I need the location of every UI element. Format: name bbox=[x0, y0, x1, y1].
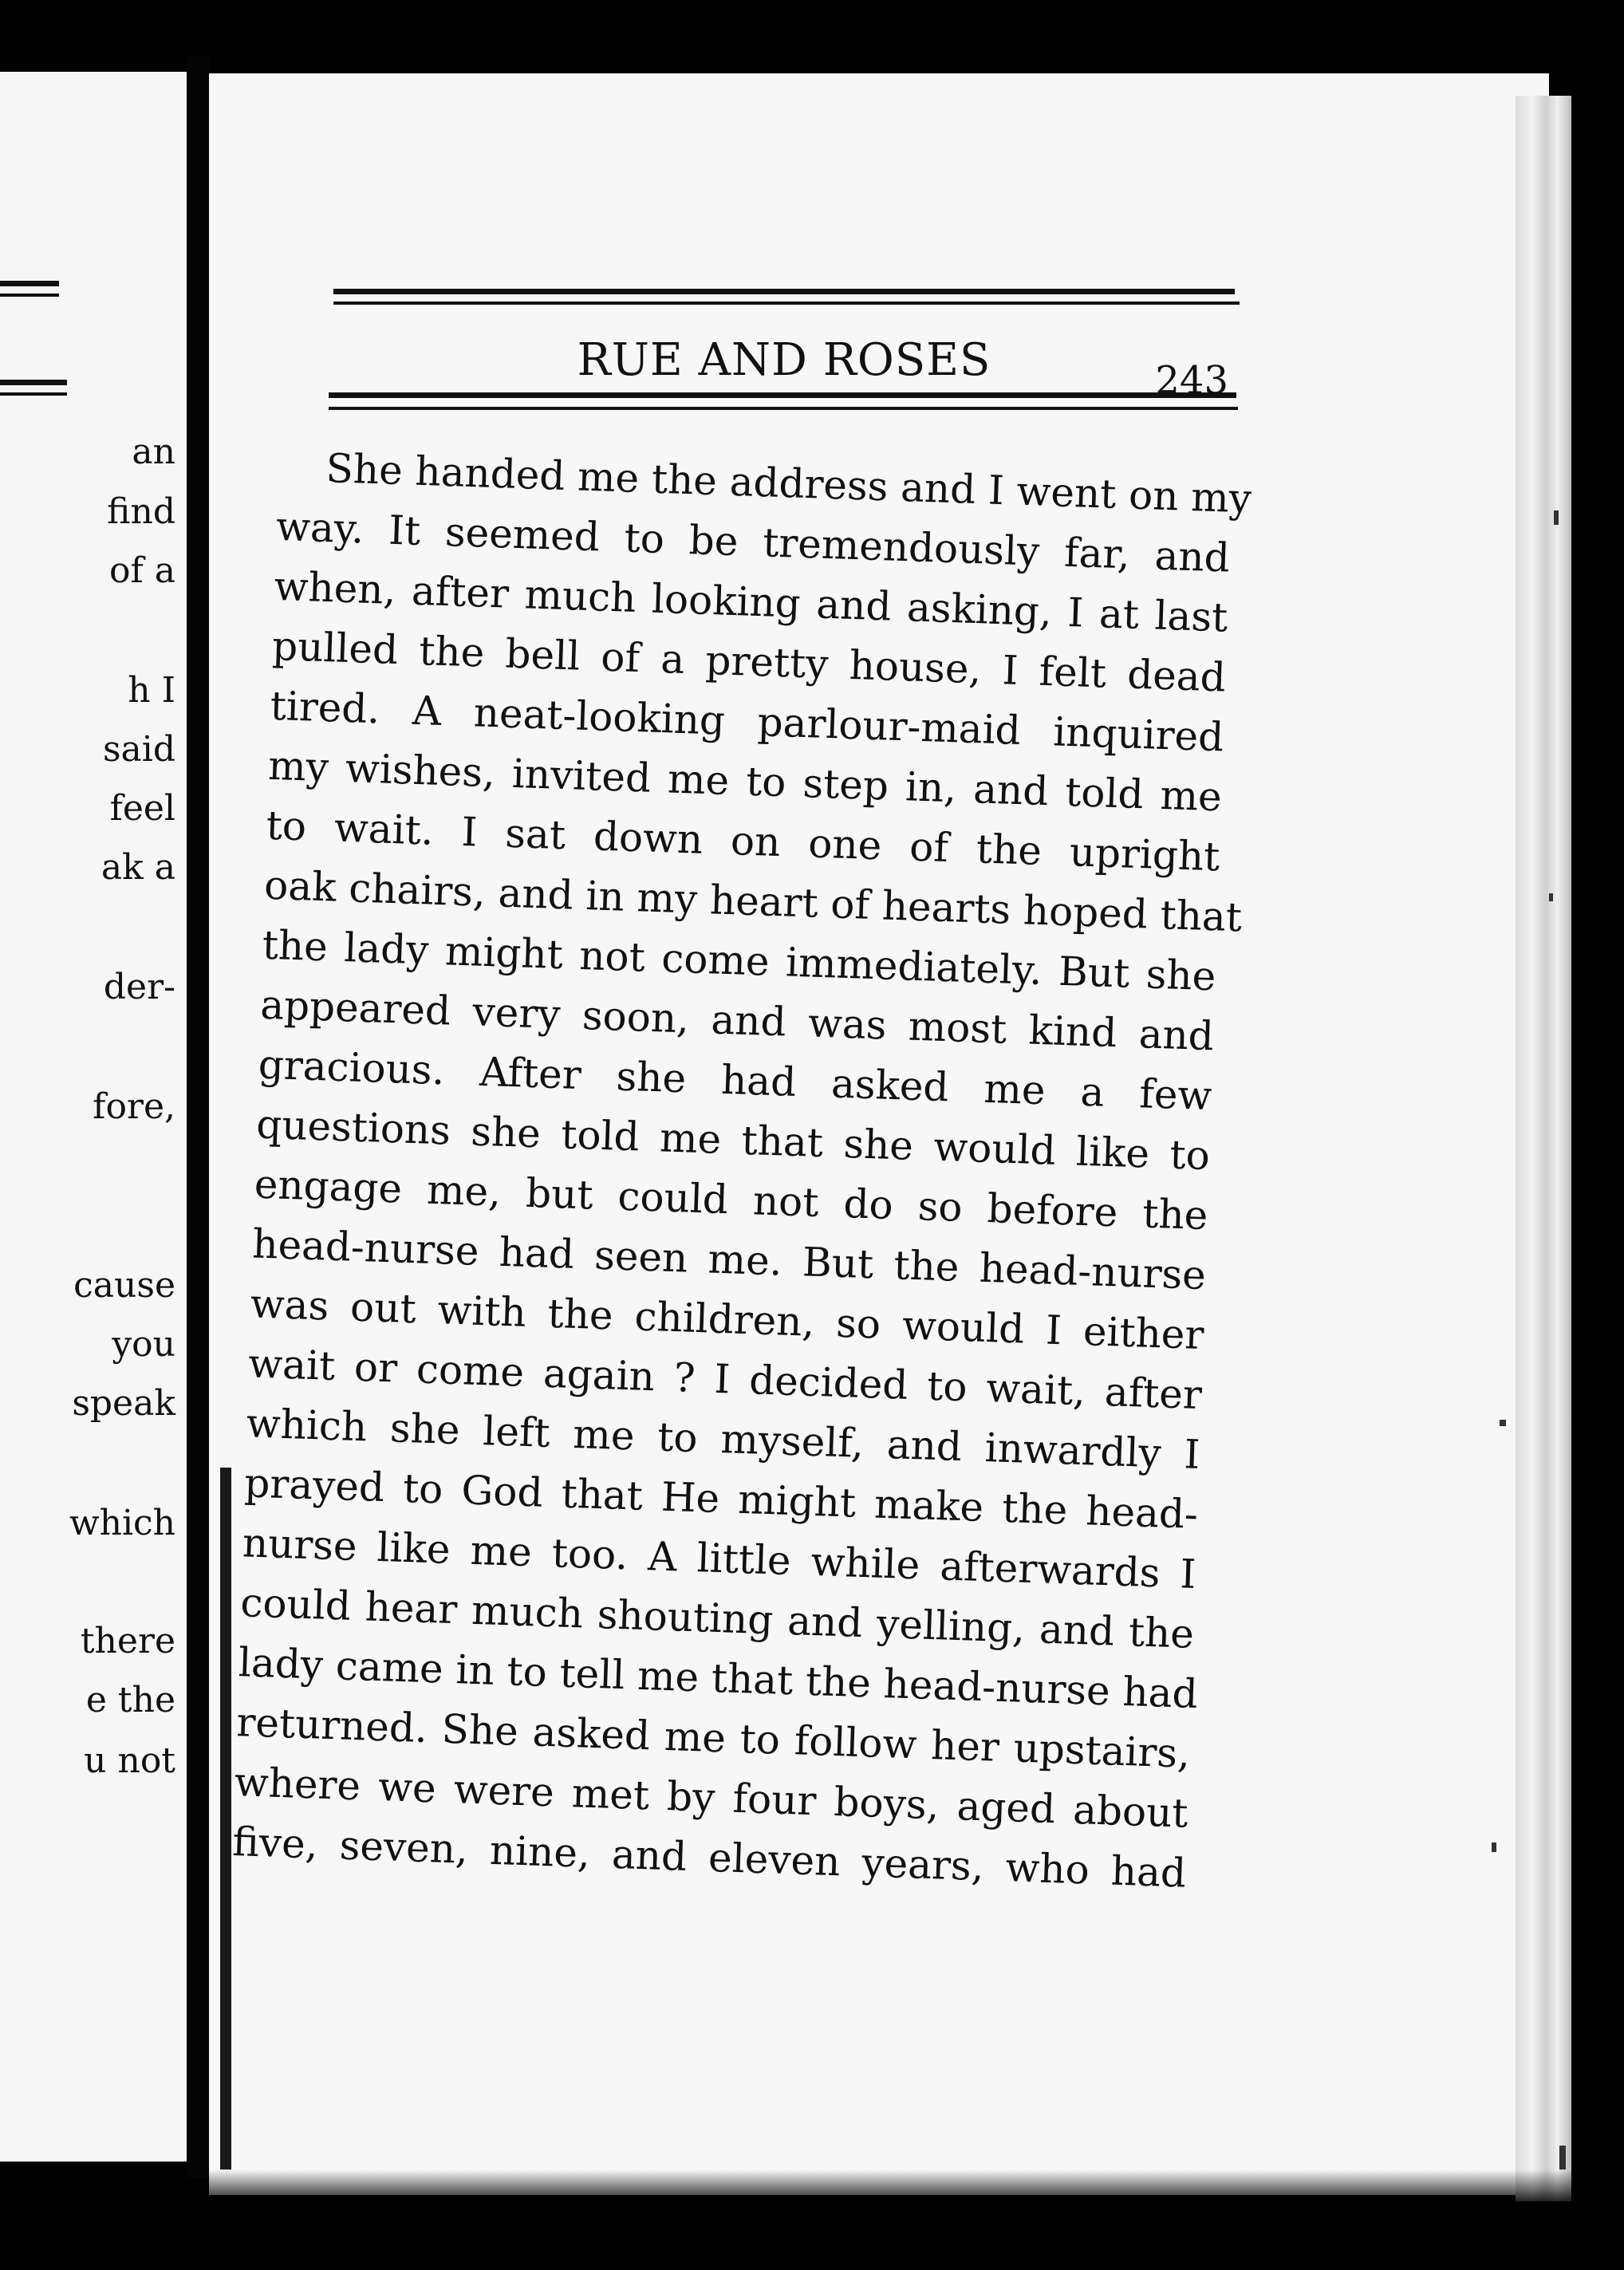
header-rule-top-thin bbox=[333, 301, 1240, 305]
left-header-rule-bottom-2 bbox=[0, 392, 67, 396]
text-line: pulled the bell of a pretty house, I felt dead bbox=[271, 622, 1227, 701]
left-fragment-line: e the bbox=[85, 1680, 175, 1720]
dust-speck bbox=[1492, 1842, 1496, 1852]
left-fragment-line: fore, bbox=[93, 1086, 175, 1127]
text-line: She handed me the address and I went on my bbox=[325, 444, 1252, 522]
left-header-rule-top bbox=[0, 281, 59, 286]
body-text bbox=[231, 437, 1252, 1904]
left-fragment-line: speak bbox=[72, 1383, 175, 1424]
text-line: tired. A neat-looking parlour-maid inquired bbox=[269, 682, 1225, 761]
text-line: to wait. I sat down on one of the upright bbox=[265, 802, 1221, 881]
left-fragment-line: you bbox=[112, 1324, 175, 1365]
text-line: way. It seemed to be tremendously far, and bbox=[275, 502, 1231, 581]
left-fragment-line: which bbox=[69, 1503, 175, 1543]
left-fragment-line: cause bbox=[73, 1265, 175, 1306]
text-line: was out with the children, so would I either bbox=[249, 1280, 1205, 1359]
left-header-rule-bottom bbox=[0, 380, 67, 385]
text-line: five, seven, nine, and eleven years, who had bbox=[231, 1819, 1187, 1897]
page-edge bbox=[1516, 96, 1571, 2201]
left-fragment-line: of a bbox=[109, 550, 175, 591]
left-fragment-line: der- bbox=[103, 967, 175, 1007]
gutter-shadow bbox=[220, 1468, 231, 2170]
text-line: the lady might not come immediately. But she bbox=[261, 921, 1217, 1000]
left-fragment-line: u not bbox=[84, 1740, 175, 1781]
text-line: head-nurse had seen me. But the head-nurse bbox=[251, 1220, 1207, 1299]
running-title: RUE AND ROSES bbox=[577, 334, 991, 386]
left-fragment-line: there bbox=[80, 1621, 175, 1661]
text-line: my wishes, invited me to step in, and told me bbox=[267, 742, 1223, 821]
dust-speck bbox=[1549, 893, 1553, 901]
text-line: lady came in to tell me that the head-nurse had bbox=[238, 1639, 1199, 1718]
text-line: gracious. After she had asked me a few bbox=[257, 1041, 1213, 1120]
left-fragment-line: h I bbox=[128, 670, 175, 711]
header-rule-top bbox=[333, 289, 1235, 294]
left-fragment-line: find bbox=[107, 491, 175, 532]
header-rule-bottom-thin bbox=[329, 407, 1238, 410]
text-line: appeared very soon, and was most kind and bbox=[259, 981, 1215, 1060]
left-header-rule-mid bbox=[0, 294, 59, 297]
text-line: engage me, but could not do so before the bbox=[253, 1161, 1209, 1239]
left-fragment-line: ak a bbox=[101, 847, 175, 888]
text-line: when, after much looking and asking, I at last bbox=[273, 562, 1229, 641]
left-fragment-line: an bbox=[132, 432, 175, 472]
left-fragment-line: said bbox=[102, 729, 175, 770]
left-fragment-line: feel bbox=[109, 788, 175, 829]
dust-speck bbox=[1554, 510, 1559, 525]
dust-speck bbox=[1500, 1420, 1506, 1426]
header-rule-bottom bbox=[329, 392, 1236, 398]
text-line: oak chairs, and in my heart of hearts hoped that bbox=[263, 861, 1243, 941]
dust-speck bbox=[1559, 2146, 1566, 2170]
page-bottom-shadow bbox=[209, 2170, 1597, 2201]
text-line: nurse like me too. A little while afterwards I bbox=[242, 1519, 1197, 1598]
text-line: could hear much shouting and yelling, and the bbox=[239, 1579, 1195, 1657]
previous-page bbox=[0, 72, 187, 2162]
text-line: which she left me to myself, and inwardly I bbox=[246, 1400, 1201, 1478]
book-gutter bbox=[187, 56, 211, 2177]
text-line: questions she told me that she would like to bbox=[255, 1101, 1211, 1180]
text-line: prayed to God that He might make the head- bbox=[243, 1460, 1199, 1538]
text-line: wait or come again ? I decided to wait, after bbox=[247, 1340, 1203, 1418]
page-number: 243 bbox=[1155, 358, 1228, 403]
text-line: returned. She asked me to follow her upstairs, bbox=[235, 1699, 1191, 1777]
text-line: where we were met by four boys, aged about bbox=[234, 1759, 1189, 1837]
